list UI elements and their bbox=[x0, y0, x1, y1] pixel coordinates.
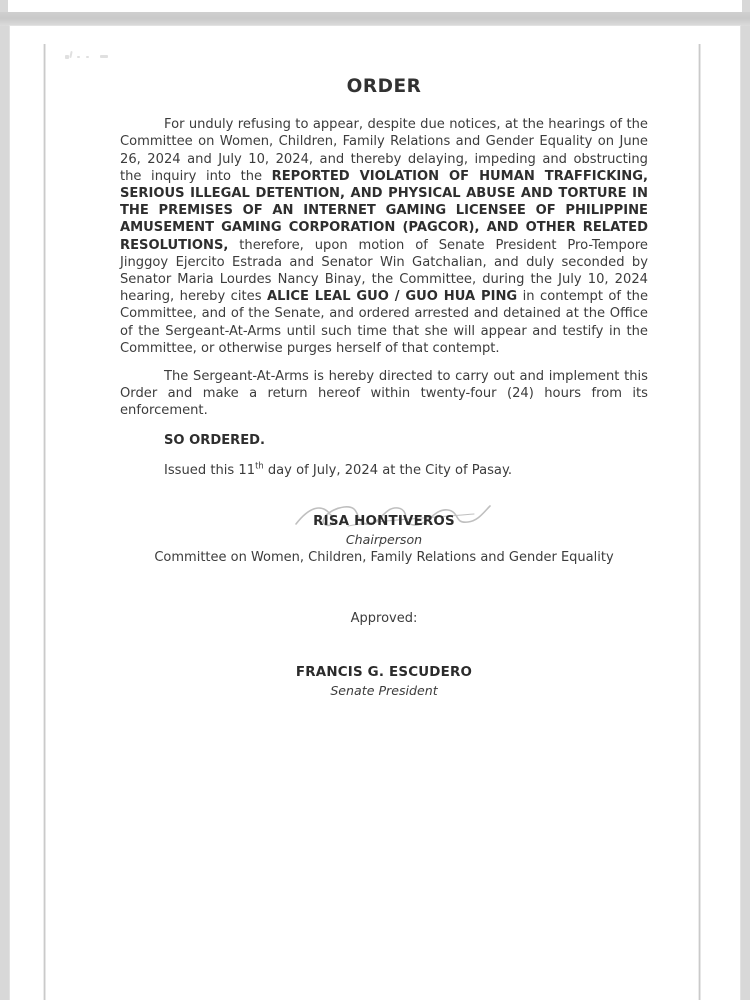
text-run: The Sergeant-At-Arms is hereby directed to carry out and implement this Order and make a return hereof within twenty-four (24) hours from its enforcement. bbox=[120, 369, 648, 419]
emphasis-run: ALICE LEAL GUO / GUO HUA PING bbox=[267, 289, 518, 305]
scan-smudge-artifact bbox=[65, 50, 113, 62]
document-body bbox=[120, 78, 648, 699]
signatory-name-senate-president: FRANCIS G. ESCUDERO bbox=[295, 664, 473, 680]
scan-crease-left bbox=[43, 44, 46, 1000]
issued-ordinal-suffix: th bbox=[255, 460, 264, 471]
signature-block-chairperson bbox=[120, 513, 648, 567]
signatory-role-senate-president: Senate President bbox=[330, 683, 438, 699]
page-title: ORDER bbox=[346, 76, 422, 97]
scan-crease-right bbox=[698, 44, 701, 1000]
issued-prefix: Issued this 11 bbox=[164, 462, 256, 478]
paragraph-contempt-citation bbox=[120, 116, 648, 357]
signatory-name-chairperson: RISA HONTIVEROS bbox=[313, 514, 455, 530]
text-run: in contempt of the Committee, and of the Senate, and ordered arrested and detained at the Office of the Sergeant-At-Arms until such time that she will appear and testify in the Committee, or otherwise purges herself of that contempt. bbox=[120, 289, 648, 356]
emphasis-run: REPORTED VIOLATION OF HUMAN TRAFFICKING, SERIOUS ILLEGAL DETENTION, AND PHYSICAL ABUSE AND TORTURE IN THE PREMISES OF AN INTERNET GAMING LICENSEE OF PHILIPPINE AMUSEMENT GAMING CORPORATION (PAGCOR), AND OTHER RELATED RESOLUTIONS, bbox=[120, 168, 648, 253]
paragraph-sergeant-at-arms-directive bbox=[120, 368, 648, 420]
approved-label: Approved: bbox=[350, 610, 418, 626]
text-run: For unduly refusing to appear, despite due notices, at the hearings of the Committee on Women, Children, Family Relations and Gender Equality on June 26, 2024 and July 10, 2024, and thereby delaying, impeding and obstructing the inquiry into the bbox=[120, 117, 648, 184]
text-run: therefore, upon motion of Senate President Pro-Tempore Jinggoy Ejercito Estrada and Senator Win Gatchalian, and duly seconded by Senator Maria Lourdes Nancy Binay, the Committee, during the July 10, 2024 hearing, hereby cites bbox=[120, 237, 648, 305]
document-page bbox=[10, 26, 740, 1000]
issued-suffix: day of July, 2024 at the City of Pasay. bbox=[263, 462, 513, 478]
so-ordered-line: SO ORDERED. bbox=[164, 432, 266, 448]
page-gutter bbox=[0, 12, 750, 26]
signatory-committee-chairperson: Committee on Women, Children, Family Relations and Gender Equality bbox=[154, 550, 614, 566]
issued-date-line bbox=[164, 462, 648, 479]
signature-block-senate-president bbox=[120, 664, 648, 699]
signatory-role-chairperson: Chairperson bbox=[345, 532, 423, 548]
